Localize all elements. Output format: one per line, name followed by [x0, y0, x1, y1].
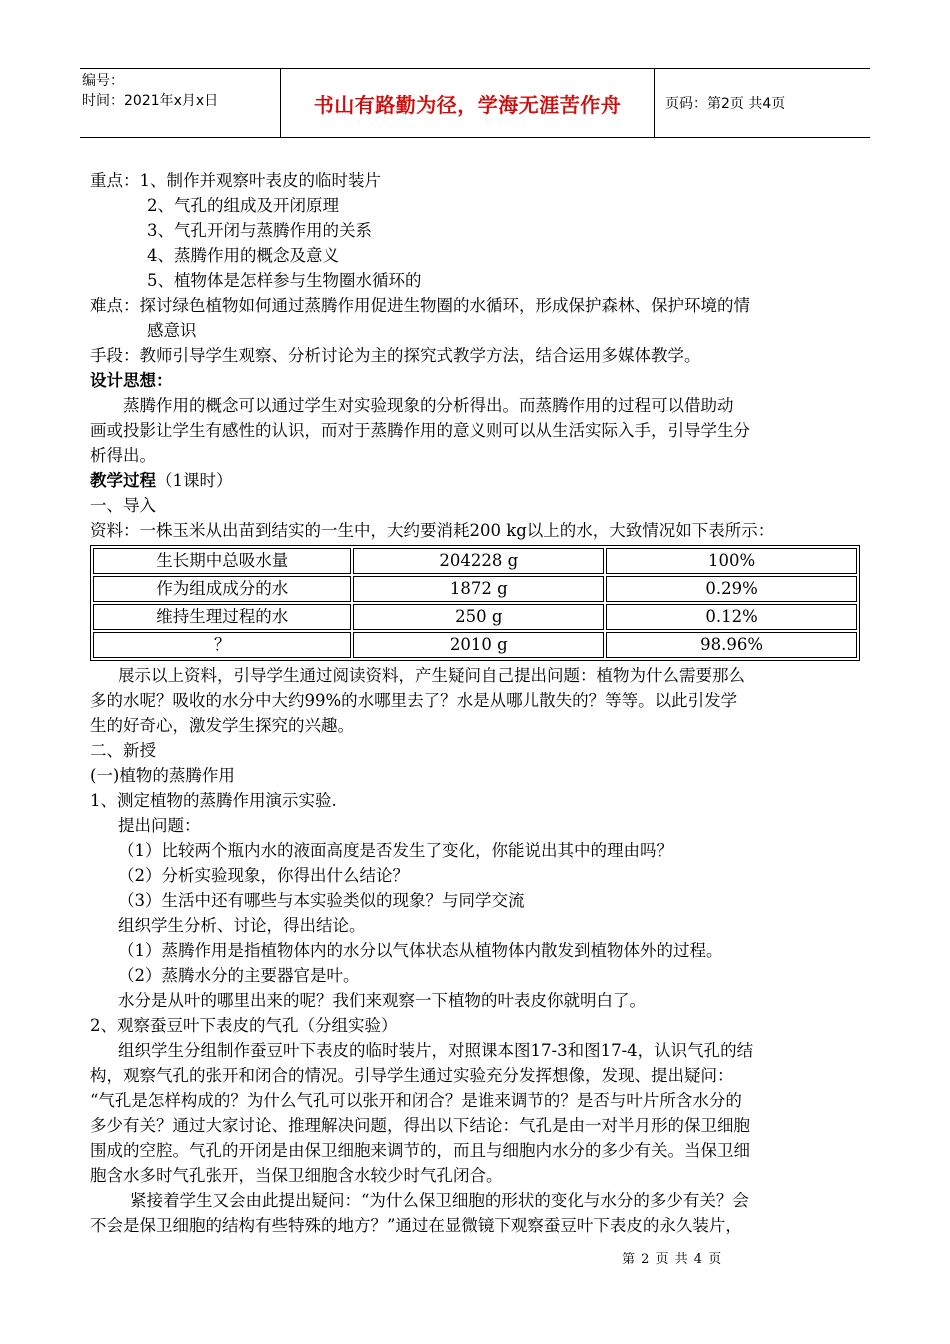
conclusion-1: （1）蒸腾作用是指植物体内的水分以气体状态从植物体内散发到植物体外的过程。	[118, 941, 723, 960]
question-3: （3）生活中还有哪些与本实验类似的现象？与同学交流	[118, 891, 525, 910]
focus-line-1: 重点：1、制作并观察叶表皮的临时装片	[90, 171, 381, 190]
observation-para-line-4: 多少有关？通过大家讨论、推理解决问题，得出以下结论：气孔是由一对半月形的保卫细胞	[90, 1116, 750, 1135]
show-para-line-3: 生的好奇心，激发学生探究的兴趣。	[90, 716, 354, 735]
table-row	[93, 632, 857, 658]
page-footer: 第 2 页 共 4 页	[622, 1252, 723, 1267]
page-header	[80, 68, 870, 138]
table-cell: 2010 g	[353, 632, 604, 658]
table-cell: 生长期中总吸水量	[93, 548, 351, 574]
design-para-line-1: 蒸腾作用的概念可以通过学生对实验现象的分析得出。而蒸腾作用的过程可以借助动	[123, 396, 734, 415]
organize-line: 组织学生分析、讨论，得出结论。	[118, 916, 366, 935]
focus-line-5: 5、植物体是怎样参与生物圈水循环的	[147, 271, 422, 290]
table-cell: 0.12%	[606, 604, 857, 630]
document-date: 时间：2021年x月x日	[82, 93, 219, 109]
water-usage-table	[90, 545, 860, 661]
table-cell: 0.29%	[606, 576, 857, 602]
ask-questions-label: 提出问题：	[118, 816, 201, 835]
table-cell: 250 g	[353, 604, 604, 630]
focus-line-4: 4、蒸腾作用的概念及意义	[147, 246, 339, 265]
show-para-line-1: 展示以上资料，引导学生通过阅读资料，产生疑问自己提出问题：植物为什么需要那么	[118, 666, 745, 685]
transpiration-subheading: (一)植物的蒸腾作用	[90, 766, 235, 785]
table-cell: 作为组成成分的水	[93, 576, 351, 602]
table-row	[93, 576, 857, 602]
means-line: 手段：教师引导学生观察、分析讨论为主的探究式教学方法，结合运用多媒体教学。	[90, 346, 701, 365]
show-para-line-2: 多的水呢？吸收的水分中大约99%的水哪里去了？水是从哪儿散失的？等等。以此引发学	[90, 691, 738, 710]
table-cell: ？	[93, 632, 351, 658]
document-number-label: 编号：	[82, 73, 124, 89]
question-1: （1）比较两个瓶内水的液面高度是否发生了变化，你能说出其中的理由吗？	[118, 841, 673, 860]
table-row	[93, 548, 857, 574]
table-cell: 204228 g	[353, 548, 604, 574]
table-cell: 维持生理过程的水	[93, 604, 351, 630]
focus-line-2: 2、气孔的组成及开闭原理	[147, 196, 339, 215]
difficulty-line-2: 感意识	[147, 321, 197, 340]
observation-title: 2、观察蚕豆叶下表皮的气孔（分组实验）	[90, 1016, 398, 1035]
observation-para-line-3: “气孔是怎样构成的？为什么气孔可以张开和闭合？是谁来调节的？是否与叶片所含水分的	[90, 1091, 742, 1110]
experiment-title: 1、测定植物的蒸腾作用演示实验.	[90, 791, 337, 810]
difficulty-line-1: 难点：探讨绿色植物如何通过蒸腾作用促进生物圈的水循环，形成保护森林、保护环境的情	[90, 296, 750, 315]
design-para-line-3: 析得出。	[90, 446, 156, 465]
observation-para-line-6: 胞含水多时气孔张开，当保卫细胞含水较少时气孔闭合。	[90, 1166, 503, 1185]
process-heading-line	[90, 468, 870, 493]
table-row	[93, 604, 857, 630]
design-para-line-2: 画或投影让学生有感性的认识，而对于蒸腾作用的意义则可以从生活实际入手，引导学生分	[90, 421, 750, 440]
intro-heading: 一、导入	[90, 496, 156, 515]
document-body	[90, 168, 870, 1238]
header-page-info: 页码：第2页 共4页	[665, 96, 786, 112]
process-duration: （1课时）	[156, 471, 233, 490]
new-lesson-heading: 二、新授	[90, 741, 156, 760]
process-heading: 教学过程	[90, 471, 156, 490]
material-line: 资料：一株玉米从出苗到结实的一生中，大约要消耗200 kg以上的水，大致情况如下表所示：	[90, 521, 775, 540]
observation-para-line-2: 构，观察气孔的张开和闭合的情况。引导学生通过实验充分发挥想像，发现、提出疑问：	[90, 1066, 734, 1085]
header-motto: 书山有路勤为径，学海无涯苦作舟	[281, 69, 655, 137]
table-cell: 1872 g	[353, 576, 604, 602]
followup-para-line-1: 紧接着学生又会由此提出疑问：“为什么保卫细胞的形状的变化与水分的多少有关？会	[130, 1191, 749, 1210]
header-meta	[80, 69, 281, 137]
focus-line-3: 3、气孔开闭与蒸腾作用的关系	[147, 221, 372, 240]
design-heading: 设计思想：	[90, 371, 173, 390]
followup-para-line-2: 不会是保卫细胞的结构有些特殊的地方？”通过在显微镜下观察蚕豆叶下表皮的永久装片，	[90, 1216, 742, 1235]
conclusion-2: （2）蒸腾水分的主要器官是叶。	[118, 966, 360, 985]
observation-para-line-1: 组织学生分组制作蚕豆叶下表皮的临时装片，对照课本图17-3和图17-4，认识气孔的结	[118, 1041, 754, 1060]
question-2: （2）分析实验现象，你得出什么结论？	[118, 866, 409, 885]
observation-para-line-5: 围成的空腔。气孔的开闭是由保卫细胞来调节的，而且与细胞内水分的多少有关。当保卫细	[90, 1141, 750, 1160]
table-cell: 98.96%	[606, 632, 857, 658]
table-cell: 100%	[606, 548, 857, 574]
water-source-line: 水分是从叶的哪里出来的呢？我们来观察一下植物的叶表皮你就明白了。	[118, 991, 646, 1010]
